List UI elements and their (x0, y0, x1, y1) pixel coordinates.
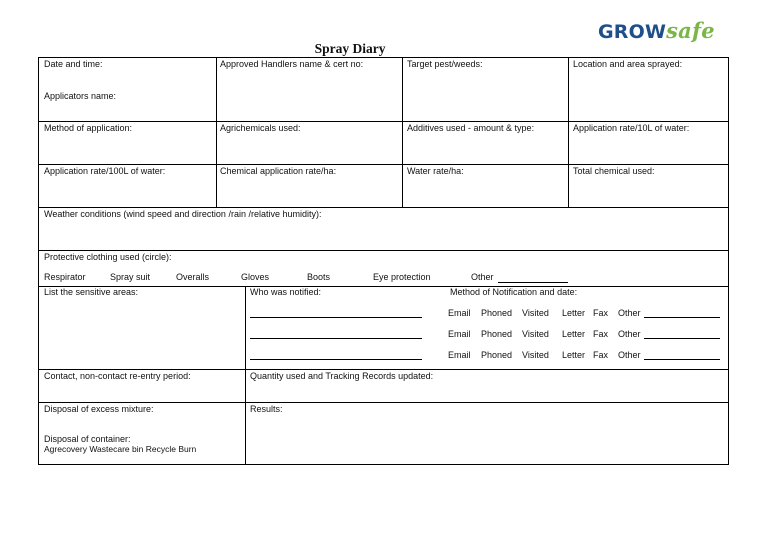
spray-diary-form (38, 57, 729, 465)
notified-label: Who was notified: (250, 287, 322, 297)
agrichemicals-label: Agrichemicals used: (220, 123, 301, 133)
logo-safe: safe (666, 18, 715, 43)
opt-fax-2[interactable]: Fax (593, 329, 609, 339)
row-divider-2 (39, 164, 728, 165)
applicators-label: Applicators name: (44, 91, 117, 101)
opt-visited-2[interactable]: Visited (522, 329, 549, 339)
notified-line-3[interactable] (250, 359, 422, 360)
rate100-label: Application rate/100L of water: (44, 166, 166, 176)
row-divider-7 (39, 402, 728, 403)
col-divider-1 (216, 58, 217, 207)
opt-letter-3[interactable]: Letter (562, 350, 586, 360)
opt-phoned-1[interactable]: Phoned (481, 308, 513, 318)
opt-phoned-3[interactable]: Phoned (481, 350, 513, 360)
location-label: Location and area sprayed: (573, 59, 683, 69)
page-title (0, 41, 700, 57)
handlers-label: Approved Handlers name & cert no: (220, 59, 364, 69)
opt-other-1[interactable]: Other (618, 308, 641, 318)
other-line-3[interactable] (644, 359, 720, 360)
sensitive-label: List the sensitive areas: (44, 287, 139, 297)
disposal-container-options: Agrecovery Wastecare bin Recycle Burn (44, 444, 197, 454)
target-label: Target pest/weeds: (407, 59, 483, 69)
contact-label: Contact, non-contact re-entry period: (44, 371, 191, 381)
rate10-label: Application rate/10L of water: (573, 123, 690, 133)
weather-label: Weather conditions (wind speed and direction /rain /relative humidity): (44, 209, 322, 219)
other-line-2[interactable] (644, 338, 720, 339)
protective-label: Protective clothing used (circle): (44, 252, 172, 262)
opt-visited-3[interactable]: Visited (522, 350, 549, 360)
protective-respirator[interactable]: Respirator (44, 272, 86, 282)
opt-fax-3[interactable]: Fax (593, 350, 609, 360)
protective-overalls[interactable]: Overalls (176, 272, 210, 282)
water-rate-label: Water rate/ha: (407, 166, 464, 176)
protective-spray-suit[interactable]: Spray suit (110, 272, 151, 282)
row-divider-3 (39, 207, 728, 208)
disposal-container-label: Disposal of container: (44, 434, 131, 444)
row-divider-5 (39, 286, 728, 287)
disposal-mixture-label: Disposal of excess mixture: (44, 404, 154, 414)
col-divider-lower (245, 286, 246, 464)
quantity-label: Quantity used and Tracking Records updated: (250, 371, 434, 381)
growsafe-logo (598, 18, 715, 43)
opt-other-3[interactable]: Other (618, 350, 641, 360)
opt-other-2[interactable]: Other (618, 329, 641, 339)
total-chemical-label: Total chemical used: (573, 166, 655, 176)
row-divider-4 (39, 250, 728, 251)
method-label: Method of application: (44, 123, 133, 133)
page-title-text: Spray Diary (314, 41, 386, 56)
notified-line-1[interactable] (250, 317, 422, 318)
col-divider-2 (402, 58, 403, 207)
protective-other-line[interactable] (498, 282, 568, 283)
additives-label: Additives used - amount & type: (407, 123, 535, 133)
opt-email-2[interactable]: Email (448, 329, 471, 339)
protective-eye-protection[interactable]: Eye protection (373, 272, 431, 282)
notification-method-label: Method of Notification and date: (450, 287, 578, 297)
protective-gloves[interactable]: Gloves (241, 272, 270, 282)
protective-boots[interactable]: Boots (307, 272, 331, 282)
other-line-1[interactable] (644, 317, 720, 318)
notified-line-2[interactable] (250, 338, 422, 339)
opt-visited-1[interactable]: Visited (522, 308, 549, 318)
opt-letter-2[interactable]: Letter (562, 329, 586, 339)
chem-rate-label: Chemical application rate/ha: (220, 166, 337, 176)
protective-other[interactable]: Other (471, 272, 494, 282)
opt-letter-1[interactable]: Letter (562, 308, 586, 318)
row-divider-6 (39, 369, 728, 370)
results-label: Results: (250, 404, 283, 414)
opt-email-3[interactable]: Email (448, 350, 471, 360)
opt-phoned-2[interactable]: Phoned (481, 329, 513, 339)
date-time-label: Date and time: (44, 59, 103, 69)
row-divider-1 (39, 121, 728, 122)
col-divider-3 (568, 58, 569, 207)
opt-email-1[interactable]: Email (448, 308, 471, 318)
logo-grow: GROW (598, 21, 667, 43)
opt-fax-1[interactable]: Fax (593, 308, 609, 318)
